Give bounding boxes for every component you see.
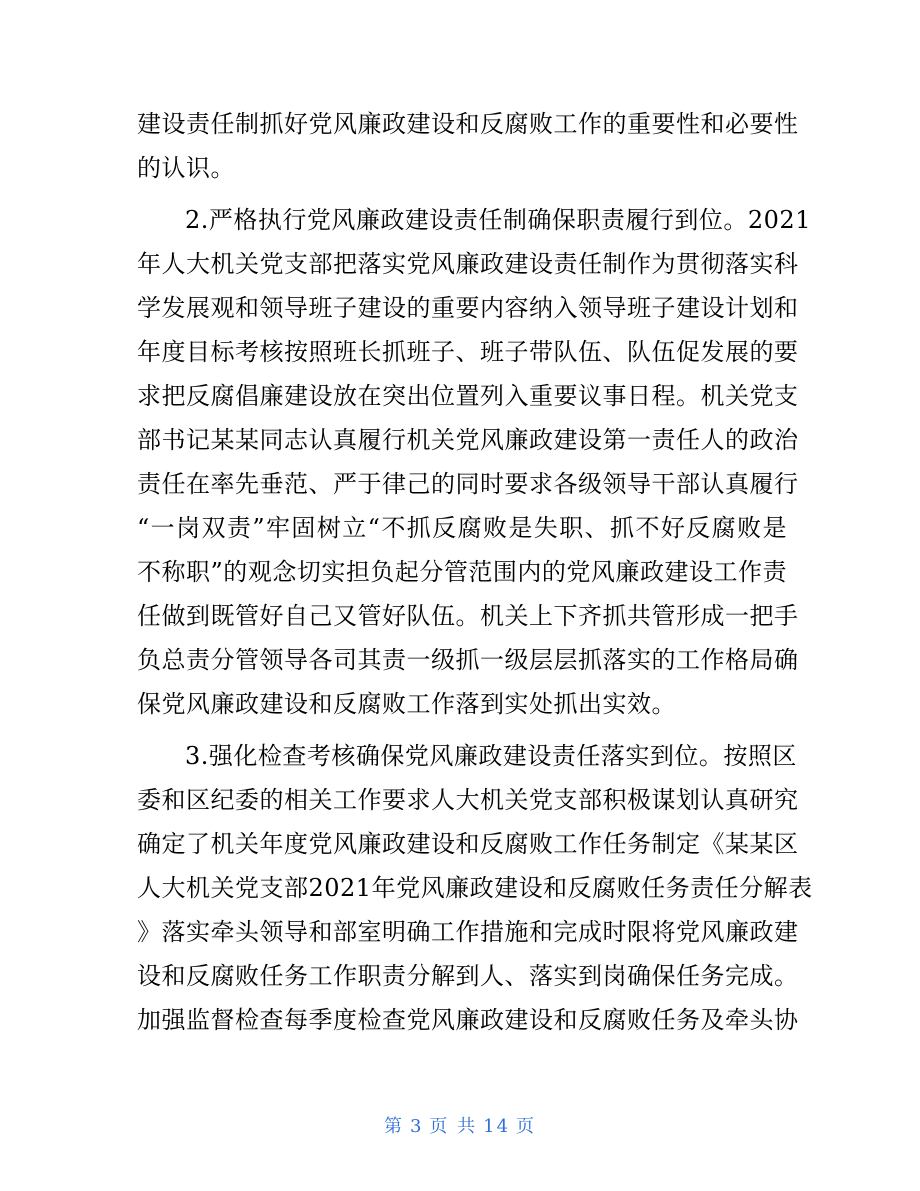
text-line: 的认识。 [137, 154, 235, 182]
text-line: 年度目标考核按照班长抓班子、班子带队伍、队伍促发展的要 [137, 338, 799, 366]
text-line: 不称职”的观念切实担负起分管范围内的党风廉政建设工作责 [137, 558, 787, 586]
paragraph-1 [137, 102, 799, 190]
text-line: 负总责分管领导各司其责一级抓一级层层抓落实的工作格局确 [137, 646, 799, 674]
text-line: 确定了机关年度党风廉政建设和反腐败工作任务制定《某某区 [137, 830, 799, 858]
paragraph-3 [137, 734, 813, 1042]
footer-suffix: 页 [516, 1116, 537, 1137]
text-line: 2.严格执行党风廉政建设责任制确保职责履行到位。2021 [185, 206, 811, 234]
text-line: 责任在率先垂范、严于律己的同时要求各级领导干部认真履行 [137, 470, 799, 498]
text-line: 年人大机关党支部把落实党风廉政建设责任制作为贯彻落实科 [137, 250, 799, 278]
document-body [137, 102, 813, 1042]
paragraph-2 [137, 198, 811, 726]
text-line: 设和反腐败任务工作职责分解到人、落实到岗确保任务完成。 [137, 962, 799, 990]
text-line: 3.强化检查考核确保党风廉政建设责任落实到位。按照区 [185, 742, 797, 770]
text-line: 保党风廉政建设和反腐败工作落到实处抓出实效。 [137, 690, 676, 718]
text-line: 人大机关党支部2021年党风廉政建设和反腐败任务责任分解表 [137, 874, 813, 902]
footer-current-page: 3 [409, 1116, 424, 1137]
text-line: 委和区纪委的相关工作要求人大机关党支部积极谋划认真研究 [137, 786, 799, 814]
text-line: 部书记某某同志认真履行机关党风廉政建设第一责任人的政治 [137, 426, 799, 454]
footer-total-pages: 14 [483, 1116, 511, 1137]
text-line: 建设责任制抓好党风廉政建设和反腐败工作的重要性和必要性 [137, 110, 799, 138]
text-line: “一岗双责”牢固树立“不抓反腐败是失职、抓不好反腐败是 [137, 514, 787, 542]
footer-middle: 页 共 [429, 1116, 478, 1137]
text-line: 》落实牵头领导和部室明确工作措施和完成时限将党风廉政建 [137, 918, 799, 946]
text-line: 学发展观和领导班子建设的重要内容纳入领导班子建设计划和 [137, 294, 799, 322]
text-line: 求把反腐倡廉建设放在突出位置列入重要议事日程。机关党支 [137, 382, 799, 410]
text-line: 任做到既管好自己又管好队伍。机关上下齐抓共管形成一把手 [137, 602, 799, 630]
text-line: 加强监督检查每季度检查党风廉政建设和反腐败任务及牵头协 [137, 1006, 799, 1034]
footer-prefix: 第 [383, 1116, 404, 1137]
page-footer [0, 1112, 920, 1138]
